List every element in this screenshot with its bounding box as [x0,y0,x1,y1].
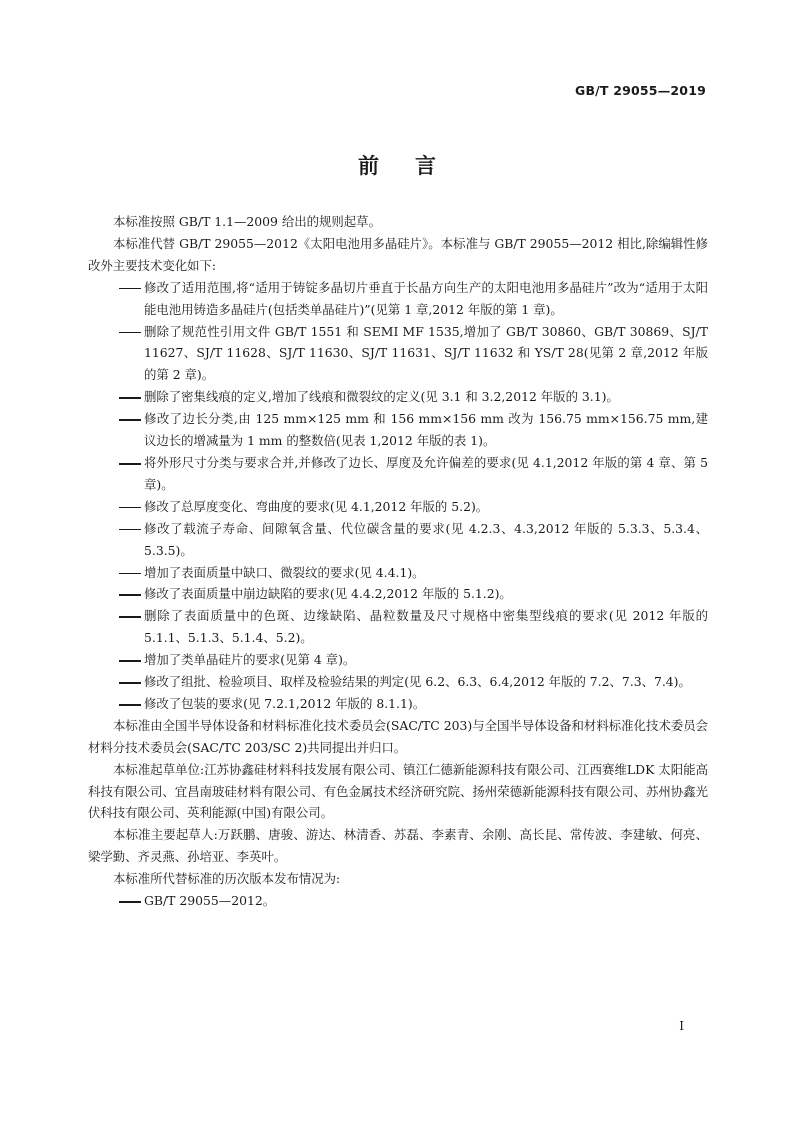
dash-mark [119,594,141,596]
change-item: 增加了类单晶硅片的要求(见第 4 章)。 [88,649,708,671]
change-item: 修改了总厚度变化、弯曲度的要求(见 4.1,2012 年版的 5.2)。 [88,496,708,518]
foreword-body [88,211,708,912]
change-item: 修改了包装的要求(见 7.2.1,2012 年版的 8.1.1)。 [88,693,708,715]
dash-mark [119,616,141,618]
dash-mark [119,507,141,509]
change-item: 修改了载流子寿命、间隙氧含量、代位碳含量的要求(见 4.2.3、4.3,2012 年版的 5.3.3、5.3.4、5.3.5)。 [88,518,708,562]
dash-mark [119,419,141,421]
change-item: 修改了组批、检验项目、取样及检验结果的判定(见 6.2、6.3、6.4,2012 年版的 7.2、7.3、7.4)。 [88,671,708,693]
paragraph-replacement: 本标准代替 GB/T 29055—2012《太阳电池用多晶硅片》。本标准与 GB/T 29055—2012 相比,除编辑性修改外主要技术变化如下: [88,235,708,273]
dash-mark [119,682,141,684]
dash-mark [119,660,141,662]
dash-mark [119,529,141,531]
paragraph-drafters: 本标准主要起草人:万跃鹏、唐骏、游达、林清香、苏磊、李素青、余刚、高长昆、常传波、李建敏、何亮、梁学勤、齐灵燕、孙培亚、李英叶。 [88,827,708,865]
page-number: I [679,1019,684,1033]
change-item: 将外形尺寸分类与要求合并,并修改了边长、厚度及允许偏差的要求(见 4.1,2012 年版的第 4 章、第 5 章)。 [88,452,708,496]
dash-mark [119,463,141,465]
change-item: 删除了规范性引用文件 GB/T 1551 和 SEMI MF 1535,增加了 GB/T 30860、GB/T 30869、SJ/T 11627、SJ/T 11628、SJ/T 11630、SJ/T 11631、SJ/T 11632 和 YS/T 28(见第 2 章,2012 年版的第 2 章)。 [88,321,708,387]
paragraph-history-intro: 本标准所代替标准的历次版本发布情况为: [113,871,341,887]
change-item: 修改了边长分类,由 125 mm×125 mm 和 156 mm×156 mm 改为 156.75 mm×156.75 mm,建议边长的增减量为 1 mm 的整数倍(见表 1,2012 年版的表 1)。 [88,408,708,452]
dash-mark [119,901,141,903]
paragraph-drafting-units: 本标准起草单位:江苏协鑫硅材料科技发展有限公司、镇江仁德新能源科技有限公司、江西赛维LDK 太阳能高科技有限公司、宜昌南玻硅材料有限公司、有色金属技术经济研究院、扬州荣德新能源科技有限公司、苏州协鑫光伏科技有限公司、英利能源(中国)有限公司。 [88,761,708,821]
change-item: 增加了表面质量中缺口、微裂纹的要求(见 4.4.1)。 [88,562,708,584]
standard-number: GB/T 29055—2019 [574,83,706,98]
dash-mark [119,573,141,575]
change-item: 修改了适用范围,将“适用于铸锭多晶切片垂直于长晶方向生产的太阳电池用多晶硅片”改为“适用于太阳能电池用铸造多晶硅片(包括类单晶硅片)”(见第 1 章,2012 年版的第 1 章)。 [88,277,708,321]
page-title: 前言 [358,154,472,178]
paragraph-proposer: 本标准由全国半导体设备和材料标准化技术委员会(SAC/TC 203)与全国半导体设备和材料标准化技术委员会材料分技术委员会(SAC/TC 203/SC 2)共同提出并归口。 [88,717,708,755]
dash-mark [119,704,141,706]
dash-mark [119,397,141,399]
dash-mark [119,332,141,334]
change-item: 删除了表面质量中的色斑、边缘缺陷、晶粒数量及尺寸规格中密集型线痕的要求(见 2012 年版的 5.1.1、5.1.3、5.1.4、5.2)。 [88,605,708,649]
history-item: GB/T 29055—2012。 [88,890,708,912]
change-item: 修改了表面质量中崩边缺陷的要求(见 4.4.2,2012 年版的 5.1.2)。 [88,583,708,605]
paragraph-drafting-rules: 本标准按照 GB/T 1.1—2009 给出的规则起草。 [113,214,381,229]
dash-mark [119,288,141,290]
change-item: 删除了密集线痕的定义,增加了线痕和微裂纹的定义(见 3.1 和 3.2,2012 年版的 3.1)。 [88,386,708,408]
